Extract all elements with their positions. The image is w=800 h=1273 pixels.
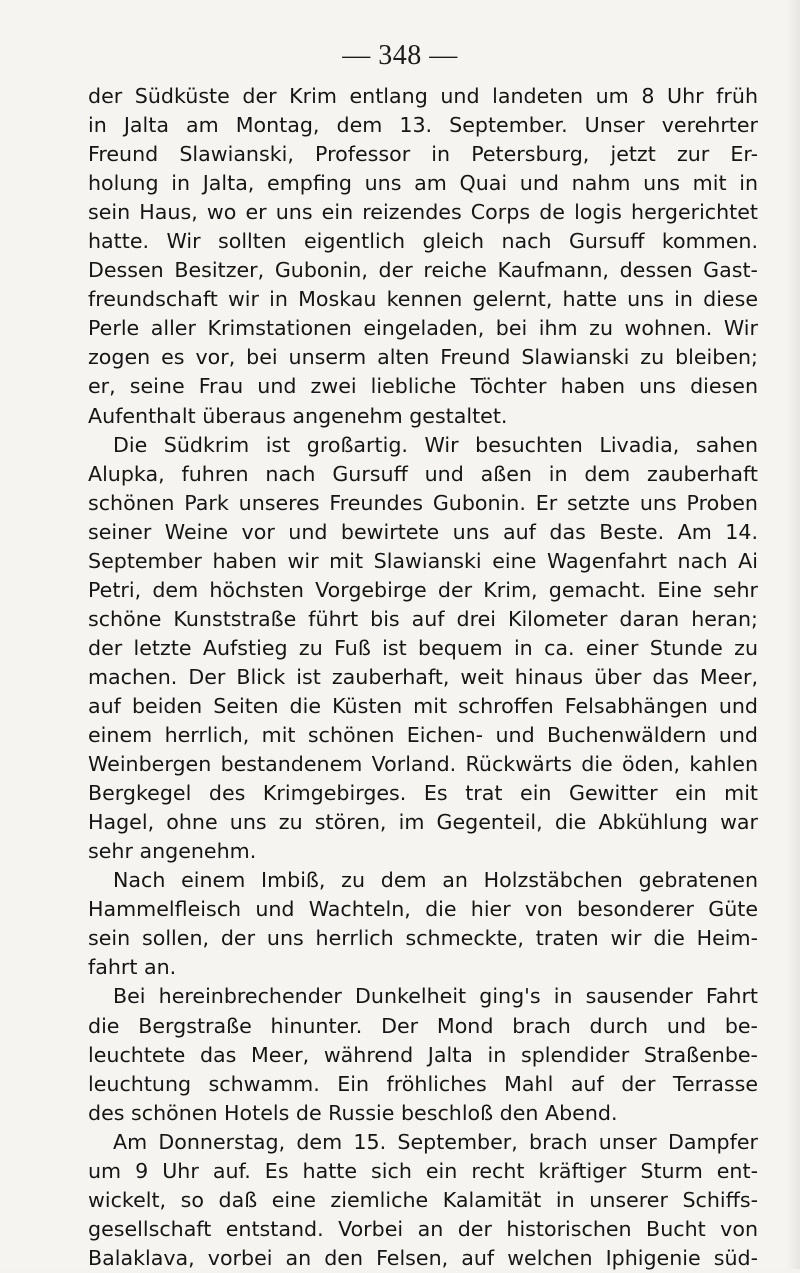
text-line: hatte. Wir sollten eigentlich gleich nach Gursuff kommen. xyxy=(88,229,758,254)
text-line: holung in Jalta, empfing uns am Quai und nahm uns mit in xyxy=(88,171,758,196)
text-line: fahrt an. xyxy=(88,955,177,980)
text-line: sehr angenehm. xyxy=(88,839,257,864)
text-line: schöne Kunststraße führt bis auf drei Kilometer daran heran; xyxy=(88,606,758,631)
text-line: wickelt, so daß eine ziemliche Kalamität in unserer Schiffs- xyxy=(88,1187,758,1212)
text-line: Perle aller Krimstationen eingeladen, bei ihm zu wohnen. Wir xyxy=(88,316,758,341)
text-line: der Südküste der Krim entlang und landeten um 8 Uhr früh xyxy=(88,84,758,108)
text-line: freundschaft wir in Moskau kennen gelernt, hatte uns in diese xyxy=(88,287,758,312)
text-line: leuchtung schwamm. Ein fröhliches Mahl auf der Terrasse xyxy=(88,1071,758,1096)
text-line: Dessen Besitzer, Gubonin, der reiche Kaufmann, dessen Gast- xyxy=(88,258,758,283)
text-line: Petri, dem höchsten Vorgebirge der Krim, gemacht. Eine sehr xyxy=(88,577,758,602)
text-line: auf beiden Seiten die Küsten mit schroffen Felsabhängen und xyxy=(88,693,758,718)
text-line: in Jalta am Montag, dem 13. September. Unser verehrter xyxy=(88,113,758,138)
text-line: seiner Weine vor und bewirtete uns auf das Beste. Am 14. xyxy=(88,519,758,544)
text-line: Aufenthalt überaus angenehm gestaltet. xyxy=(88,403,508,428)
body-text xyxy=(88,82,758,1273)
text-line: Hagel, ohne uns zu stören, im Gegenteil, die Abkühlung war xyxy=(88,810,758,835)
text-line: er, seine Frau und zwei liebliche Töchter haben uns diesen xyxy=(88,374,758,399)
text-line: um 9 Uhr auf. Es hatte sich ein recht kräftiger Sturm ent- xyxy=(88,1158,758,1183)
text-line: die Bergstraße hinunter. Der Mond brach durch und be- xyxy=(88,1013,758,1038)
text-line: Balaklava, vorbei an den Felsen, auf welchen Iphigenie süd- xyxy=(88,1245,758,1270)
text-line: gesellschaft entstand. Vorbei an der historischen Bucht von xyxy=(88,1216,758,1241)
text-line: Weinbergen bestandenem Vorland. Rückwärts die öden, kahlen xyxy=(88,752,758,777)
text-line: September haben wir mit Slawianski eine Wagenfahrt nach Ai xyxy=(88,548,758,573)
text-line: Alupka, fuhren nach Gursuff und aßen in dem zauberhaft xyxy=(88,461,758,486)
text-line: des schönen Hotels de Russie beschloß den Abend. xyxy=(88,1100,618,1125)
text-line: Am Donnerstag, dem 15. September, brach unser Dampfer xyxy=(113,1129,758,1154)
text-line: Hammelfleisch und Wachteln, die hier von besonderer Güte xyxy=(88,897,758,922)
text-line: sein Haus, wo er uns ein reizendes Corps de logis hergerichtet xyxy=(88,200,758,225)
text-line: Bergkegel des Krimgebirges. Es trat ein Gewitter ein mit xyxy=(88,781,758,806)
text-line: Nach einem Imbiß, zu dem an Holzstäbchen gebratenen xyxy=(113,868,758,893)
text-line: Die Südkrim ist großartig. Wir besuchten Livadia, sahen xyxy=(113,432,758,457)
text-line: schönen Park unseres Freundes Gubonin. Er setzte uns Proben xyxy=(88,490,758,515)
text-line: einem herrlich, mit schönen Eichen- und Buchenwäldern und xyxy=(88,723,758,748)
text-line: leuchtete das Meer, während Jalta in splendider Straßenbe- xyxy=(88,1042,758,1067)
page-edge-shadow xyxy=(786,0,800,1269)
text-line: machen. Der Blick ist zauberhaft, weit hinaus über das Meer, xyxy=(88,664,758,689)
page-number: — 348 — xyxy=(342,40,458,71)
text-line: Bei hereinbrechender Dunkelheit ging's in sausender Fahrt xyxy=(113,984,758,1009)
text-line: sein sollen, der uns herrlich schmeckte, traten wir die Heim- xyxy=(88,926,758,951)
text-line: zogen es vor, bei unserm alten Freund Slawianski zu bleiben; xyxy=(88,345,758,370)
text-line: Freund Slawianski, Professor in Petersburg, jetzt zur Er- xyxy=(88,142,758,167)
text-line: der letzte Aufstieg zu Fuß ist bequem in ca. einer Stunde zu xyxy=(88,635,758,660)
